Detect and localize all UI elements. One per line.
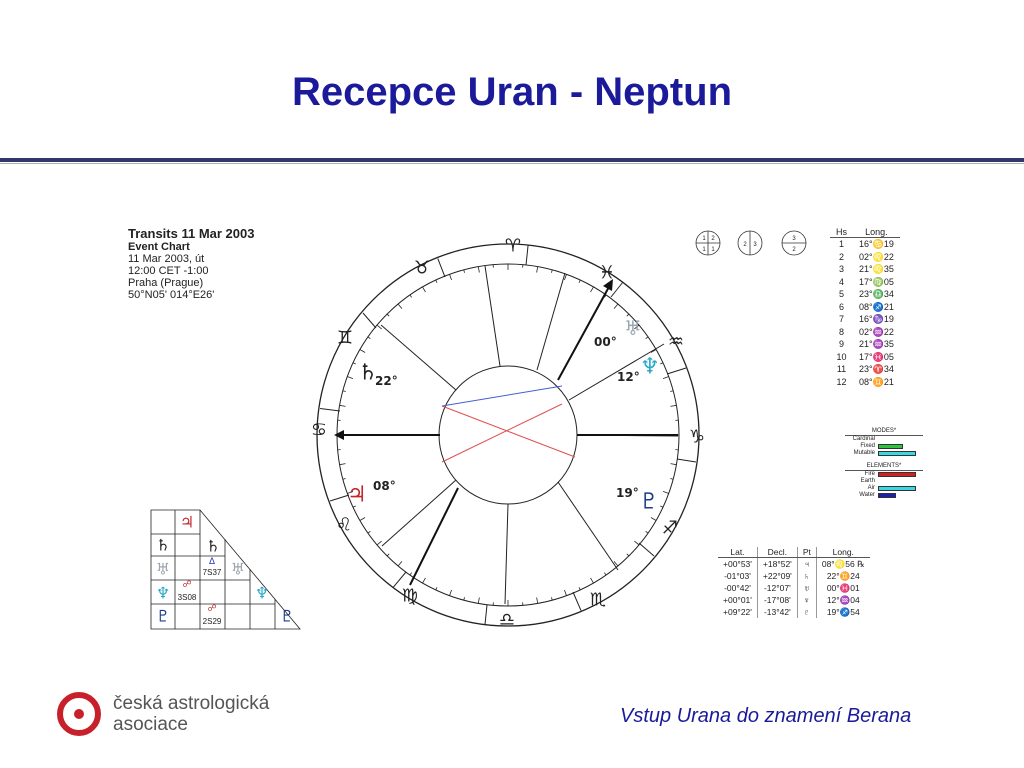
house-number: 8 — [838, 326, 844, 337]
ascendant-arrow — [334, 430, 344, 440]
degree-tick — [579, 587, 580, 590]
planets-header-lat: Lat. — [718, 547, 757, 558]
degree-tick — [551, 597, 552, 600]
capricorn-icon: ♑ — [688, 426, 706, 448]
planets-header-decl: Decl. — [757, 547, 797, 558]
sign-divider — [677, 459, 696, 462]
planet-row — [718, 582, 870, 594]
saturn-degree: 22° — [375, 374, 398, 388]
aspect-neptune-jupiter: 3S08 — [177, 593, 197, 602]
degree-tick — [663, 377, 669, 379]
sign-divider — [438, 259, 445, 278]
degree-tick — [651, 518, 656, 521]
house-longitude: 17°♍05 — [859, 276, 894, 287]
degree-tick — [627, 554, 629, 556]
gemini-icon: ♊ — [336, 327, 354, 349]
virgo-icon: ♍ — [401, 585, 419, 607]
planet-row — [718, 606, 870, 618]
degree-tick — [340, 405, 346, 406]
mode-fixed: Fixed — [860, 443, 875, 449]
house-number: 4 — [838, 276, 844, 287]
degree-tick — [347, 377, 353, 379]
event-info — [128, 227, 254, 301]
planet-icon: ♅ — [797, 582, 816, 594]
degree-tick — [537, 267, 538, 273]
house-longitude: 02°♒22 — [859, 326, 894, 337]
house-number: 2 — [838, 251, 844, 262]
grid-neptune-icon-diag: ♆ — [254, 583, 270, 603]
aspect-pluto-saturn: 2S29 — [202, 617, 222, 626]
title-divider-shadow — [0, 163, 1024, 164]
planet-row — [718, 558, 870, 571]
neptune-icon: ♆ — [640, 354, 660, 380]
degree-tick — [464, 270, 465, 273]
scorpio-icon: ♏ — [589, 589, 607, 611]
grid-uranus-icon-diag: ♅ — [230, 559, 246, 579]
degree-tick — [398, 561, 402, 566]
degree-tick — [660, 363, 663, 364]
neptune-degree: 12° — [617, 370, 640, 384]
element-earth: Earth — [860, 478, 875, 484]
degree-tick — [663, 491, 669, 493]
mc-axis — [558, 285, 610, 380]
planet-declination: +18°52' — [757, 558, 797, 571]
uranus-degree: 00° — [594, 335, 617, 349]
degree-tick — [464, 597, 465, 600]
degree-tick — [646, 531, 648, 533]
house-row — [830, 251, 900, 264]
degree-tick — [387, 314, 389, 316]
sign-divider — [320, 409, 340, 412]
house-row — [830, 288, 900, 301]
mode-cardinal: Cardinal — [852, 436, 875, 442]
opposition-icon: ☍ — [182, 579, 192, 589]
degree-tick — [670, 478, 673, 479]
house-number: 12 — [836, 376, 847, 387]
event-type: Event Chart — [128, 241, 190, 253]
planet-icon: ♃ — [797, 558, 816, 571]
degree-tick — [591, 287, 594, 292]
degree-tick — [450, 274, 452, 280]
grid-pluto-icon-diag: ♇ — [279, 606, 295, 626]
degree-tick — [387, 554, 389, 556]
leo-icon: ♌ — [335, 514, 353, 536]
jupiter-icon: ♃ — [347, 482, 367, 508]
planet-longitude: 22°♊24 — [816, 570, 869, 582]
element-fire: Fire — [864, 471, 875, 477]
taurus-icon: ♉ — [413, 257, 431, 279]
grid-saturn-icon: ♄ — [155, 535, 171, 555]
house-number: 7 — [838, 314, 844, 324]
house-longitude: 16°♑19 — [859, 314, 894, 324]
aspect-line — [442, 386, 562, 406]
planet-declination: -13°42' — [757, 606, 797, 618]
planets-header-pt: Pt — [797, 547, 816, 558]
aquarius-icon: ♒ — [667, 331, 685, 353]
pluto-degree: 19° — [616, 486, 639, 500]
degree-tick — [436, 587, 437, 590]
sign-divider — [485, 605, 487, 625]
house-number: 1 — [838, 239, 844, 249]
planet-longitude: 00°♓01 — [816, 582, 869, 594]
ring2-left: 2 — [743, 242, 747, 248]
house-cusp — [537, 273, 565, 370]
sign-divider — [667, 368, 686, 374]
degree-tick — [377, 325, 382, 329]
mode-mutable: Mutable — [853, 450, 875, 456]
planet-icon: ♇ — [797, 606, 816, 618]
houses-table — [830, 227, 900, 388]
chart-wheel — [300, 230, 720, 640]
planet-latitude: +00°01' — [723, 595, 752, 605]
grid-uranus-icon: ♅ — [155, 559, 171, 579]
house-number: 5 — [838, 289, 844, 299]
degree-tick — [360, 350, 365, 353]
house-longitude: 08°♐21 — [859, 301, 894, 312]
planet-longitude: 19°♐54 — [816, 606, 869, 618]
degree-tick — [340, 464, 346, 465]
pisces-icon: ♓ — [598, 262, 616, 284]
house-row — [830, 351, 900, 364]
saturn-icon: ♄ — [358, 360, 378, 386]
elements-title: ELEMENTS* — [845, 462, 923, 471]
house-cusp — [485, 266, 500, 366]
jupiter-degree: 08° — [373, 479, 396, 493]
degree-tick — [343, 391, 346, 392]
degree-tick — [551, 270, 552, 273]
house-number: 10 — [836, 351, 847, 362]
planet-latitude: -01°03' — [724, 571, 751, 581]
ic-axis — [410, 488, 458, 585]
ring2-right: 3 — [753, 242, 757, 248]
degree-tick — [591, 578, 594, 583]
pluto-icon: ♇ — [639, 489, 659, 515]
house-longitude: 08°♊21 — [859, 376, 894, 387]
house-number: 6 — [838, 301, 844, 312]
element-water: Water — [859, 492, 875, 498]
aries-icon: ♈ — [504, 235, 522, 257]
degree-tick — [604, 573, 606, 575]
degree-tick — [564, 590, 566, 596]
ring3-top: 3 — [792, 236, 796, 242]
ring3-bottom: 2 — [792, 247, 796, 253]
house-longitude: 02°♌22 — [859, 251, 894, 262]
association-logo — [55, 690, 103, 738]
house-longitude: 21°♒35 — [859, 339, 894, 349]
degree-tick — [368, 337, 370, 339]
planet-longitude: 12°♒04 — [816, 594, 869, 606]
degree-tick — [436, 280, 437, 283]
degree-tick — [423, 287, 426, 292]
degree-tick — [368, 531, 370, 533]
planet-row — [718, 570, 870, 582]
degree-tick — [537, 597, 538, 603]
degree-tick — [410, 295, 412, 297]
house-row — [830, 338, 900, 351]
house-number: 11 — [836, 364, 847, 374]
house-row — [830, 263, 900, 276]
sign-divider — [639, 543, 654, 556]
planet-latitude: +00°53' — [723, 559, 752, 569]
sign-divider — [573, 592, 581, 611]
house-number: 3 — [838, 264, 844, 274]
houses-header-long: Long. — [853, 227, 900, 238]
title-divider — [0, 158, 1024, 162]
slide-title: Recepce Uran - Neptun — [291, 70, 733, 114]
degree-tick — [360, 518, 365, 521]
degree-tick — [579, 280, 580, 283]
grid-neptune-icon: ♆ — [155, 583, 171, 603]
aspect-uranus-saturn: 7S37 — [202, 568, 222, 577]
sagittarius-icon: ♐ — [661, 517, 679, 539]
house-cusp — [505, 504, 508, 604]
planet-declination: -17°08' — [757, 594, 797, 606]
event-heading: Transits 11 Mar 2003 — [128, 226, 255, 241]
hemisphere-rings — [694, 230, 814, 260]
house-row — [830, 301, 900, 314]
ring1-q1: 1 — [702, 236, 706, 242]
aspect-grid — [150, 509, 302, 631]
grid-saturn-icon-diag: ♄ — [205, 536, 221, 556]
house-longitude: 16°♋19 — [859, 239, 894, 249]
house-row — [830, 363, 900, 376]
event-date: 11 Mar 2003, út — [128, 253, 205, 265]
degree-tick — [646, 337, 648, 339]
house-row — [830, 276, 900, 289]
degree-tick — [478, 597, 479, 603]
ring1-q2: 2 — [711, 236, 715, 242]
house-cusp — [558, 482, 618, 570]
degree-tick — [450, 590, 452, 596]
ring1-q4: 1 — [711, 247, 715, 253]
degree-tick — [478, 267, 479, 273]
degree-tick — [353, 363, 356, 364]
planet-longitude: 08°♌56 ℞ — [816, 558, 869, 571]
aspect-line — [442, 406, 575, 457]
degree-tick — [398, 304, 402, 309]
houses-header-hs: Hs — [830, 227, 853, 238]
modes-title: MODES* — [845, 427, 923, 436]
house-longitude: 17°♓05 — [859, 351, 894, 362]
event-time: 12:00 CET -1:00 — [128, 265, 209, 277]
planet-icon: ♆ — [797, 594, 816, 606]
modes-elements-panel — [845, 427, 923, 499]
degree-tick — [634, 541, 639, 545]
association-line2: asociace — [113, 714, 188, 735]
house-row — [830, 326, 900, 339]
house-longitude: 21°♌35 — [859, 264, 894, 274]
event-place: Praha (Prague) — [128, 277, 204, 289]
house-number: 9 — [838, 339, 844, 349]
house-row — [830, 313, 900, 326]
house-longitude: 23°♎34 — [859, 289, 894, 299]
sign-divider — [611, 282, 623, 297]
planet-declination: +22°09' — [757, 570, 797, 582]
trine-icon: Δ — [208, 556, 216, 566]
uranus-icon: ♅ — [624, 316, 642, 340]
libra-icon: ♎ — [498, 609, 516, 631]
planets-header-long: Long. — [816, 547, 869, 558]
slide-subtitle: Vstup Urana do znamení Berana — [620, 705, 912, 727]
degree-tick — [660, 506, 663, 507]
sign-divider — [363, 313, 376, 328]
house-row — [830, 238, 900, 251]
house-row — [830, 376, 900, 389]
degree-tick — [377, 541, 382, 545]
degree-tick — [670, 464, 676, 465]
planet-icon: ♄ — [797, 570, 816, 582]
cancer-icon: ♋ — [310, 419, 328, 441]
event-coords: 50°N05' 014°E26' — [128, 289, 215, 301]
planet-latitude: -00°42' — [724, 583, 751, 593]
association-name — [113, 693, 269, 735]
degree-tick — [614, 304, 618, 309]
grid-jupiter-icon: ♃ — [179, 512, 195, 532]
degree-tick — [670, 391, 673, 392]
house-longitude: 23°♈34 — [859, 364, 894, 374]
sign-divider — [526, 245, 528, 265]
planet-latitude: +09°22' — [723, 607, 752, 617]
degree-tick — [423, 578, 426, 583]
grid-pluto-icon: ♇ — [155, 606, 171, 626]
opposition-icon-2: ☍ — [207, 603, 217, 613]
degree-tick — [670, 405, 676, 406]
ring1-q3: 1 — [702, 247, 706, 253]
planets-table — [718, 547, 870, 618]
planet-row — [718, 594, 870, 606]
association-line1: česká astrologická — [113, 693, 270, 714]
planet-declination: -12°07' — [757, 582, 797, 594]
element-air: Air — [867, 485, 875, 491]
degree-tick — [410, 573, 412, 575]
degree-tick — [343, 478, 346, 479]
